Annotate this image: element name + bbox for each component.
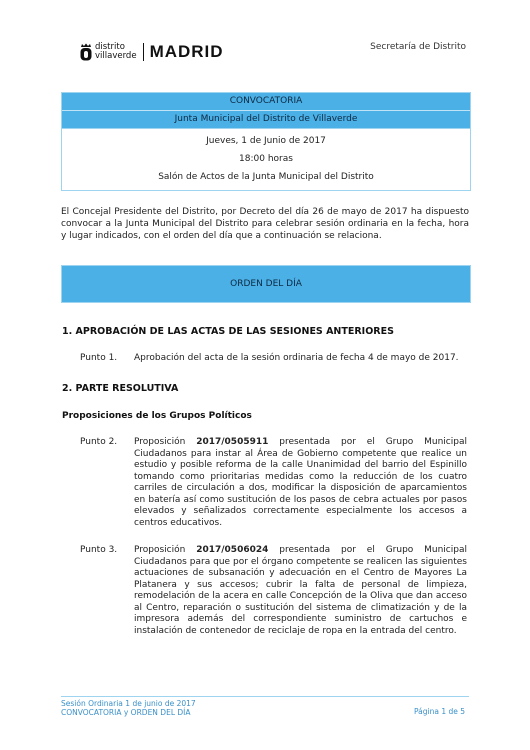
footer-line-2: CONVOCATORIA y ORDEN DEL DÍA — [61, 708, 191, 717]
footer-session-info — [61, 699, 196, 717]
page-number: Página 1 de 5 — [413, 707, 465, 716]
meeting-time: 18:00 horas — [239, 154, 293, 164]
punto-2-label: Punto 2. — [80, 437, 118, 447]
subsection-heading: Proposiciones de los Grupos Políticos — [62, 411, 252, 421]
convocatoria-details — [62, 129, 470, 190]
madrid-logo — [80, 40, 224, 64]
convocatoria-title: CONVOCATORIA — [62, 93, 470, 111]
punto-2-text: Proposición 2017/0505911 presentada por el Grupo Municipal Ciudadanos para instar al Área de Gobierno competente que realice un estudio y posible reforma de la calle Unanimidad del barrio del Espinillo tomando como prioritarias medidas como la reducción de los cuatro carriles de circulación a dos, modificar la disposición de aparcamientos en batería así como sustitución de los pasos de cebra actuales por pasos elevados y señalizados correctamente especialmente los accesos a centros educativos. — [134, 437, 467, 528]
section-heading-1: 1. APROBACIÓN DE LAS ACTAS DE LAS SESIONES ANTERIORES — [62, 326, 394, 337]
punto-1-text: Aprobación del acta de la sesión ordinaria de fecha 4 de mayo de 2017. — [134, 353, 459, 363]
section-heading-2: 2. PARTE RESOLUTIVA — [62, 383, 179, 394]
punto-3-number: 2017/0506024 — [196, 545, 269, 555]
logo-district-text: distrito villaverde — [95, 43, 144, 61]
convocatoria-header — [62, 93, 470, 129]
logo-city-text: MADRID — [149, 42, 224, 61]
punto-1-label: Punto 1. — [80, 353, 118, 363]
office-label: Secretaría de Distrito — [370, 42, 466, 52]
madrid-seal-icon — [80, 43, 92, 61]
meeting-date: Jueves, 1 de Junio de 2017 — [206, 136, 326, 146]
punto-3-label: Punto 3. — [80, 545, 118, 555]
intro-paragraph: El Concejal Presidente del Distrito, por Decreto del día 26 de mayo de 2017 ha dispuesto convocar a la Junta Municipal del Distrito para celebrar sesión ordinaria en la fecha, hora y lugar indicados, con el orden del día que a continuación se relaciona. — [61, 207, 469, 241]
footer-line-1: Sesión Ordinaria 1 de junio de 2017 — [61, 699, 196, 708]
punto-2-number: 2017/0505911 — [196, 437, 269, 447]
punto-3-text: Proposición 2017/0506024 presentada por el Grupo Municipal Ciudadanos para que por el órgano competente se realicen las siguientes actuaciones de subsanación y adecuación en el Centro de Mayores La Platanera y sus accesos; cubrir la falta de personal de limpieza, remodelación de la acera en calle Concepción de la Oliva que dan acceso al Centro, reparación o sustitución del sistema de climatización y de la impresora además del correspondiente suministro de cartuchos e instalación de contenedor de reciclaje de ropa en la entrada del centro. — [134, 545, 467, 636]
orden-del-dia-header: ORDEN DEL DÍA — [61, 265, 471, 303]
convocatoria-body: Junta Municipal del Distrito de Villaverde — [174, 114, 358, 124]
footer-divider — [61, 696, 469, 697]
meeting-place: Salón de Actos de la Junta Municipal del Distrito — [158, 172, 374, 182]
convocatoria-box — [61, 92, 471, 191]
